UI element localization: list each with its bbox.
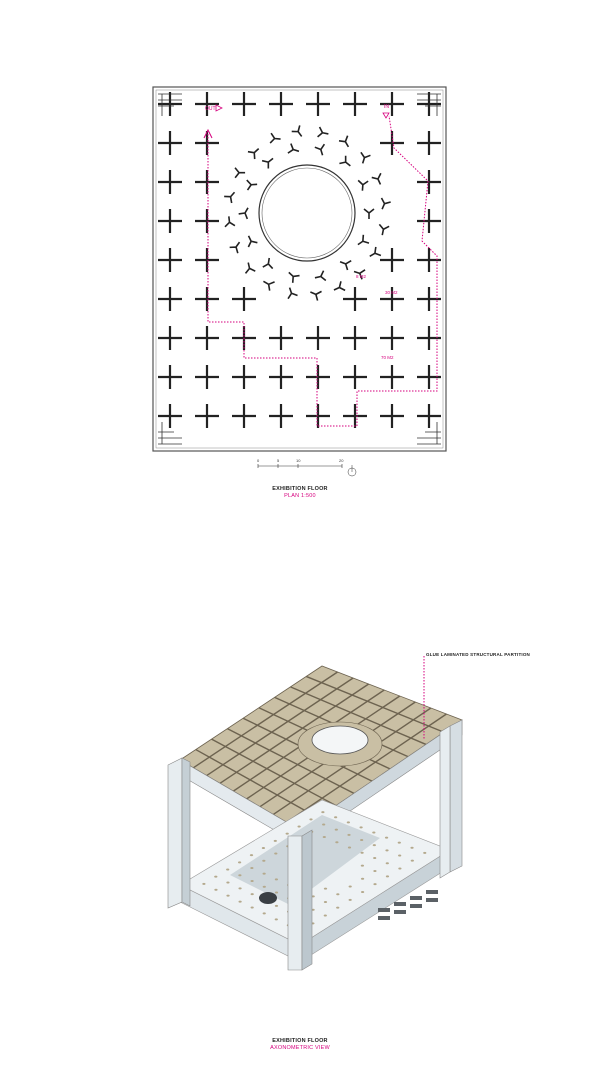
outer-wall (153, 87, 446, 451)
floor-light (275, 892, 278, 894)
axo-callout-label: GLUE LAMINATED STRUCTURAL PARTITION (426, 652, 530, 657)
floor-light (385, 849, 388, 851)
floor-light (275, 905, 278, 907)
plan-caption (0, 486, 600, 500)
floor-light (321, 811, 324, 813)
floor-light (349, 899, 352, 901)
floor-light (202, 883, 205, 885)
vent (394, 910, 406, 914)
floor-object (259, 892, 277, 904)
vent (378, 916, 390, 920)
scale-label-10: 10 (296, 458, 301, 463)
floor-light (324, 888, 327, 890)
floor-plan-drawing (152, 86, 447, 452)
floor-light (411, 860, 414, 862)
floor-light (361, 878, 364, 880)
floor-light (361, 865, 364, 867)
floor-light (238, 874, 241, 876)
floor-light (373, 857, 376, 859)
floor-light (398, 842, 401, 844)
floor-light (226, 895, 229, 897)
floor-plan (152, 86, 447, 452)
floor-light (214, 876, 217, 878)
floor-light (372, 832, 375, 834)
floor-light (226, 869, 229, 871)
out-label: OUT (205, 106, 216, 112)
plan-caption-subtitle: PLAN 1:500 (284, 493, 316, 499)
floor-light (335, 829, 338, 831)
floor-light (262, 860, 265, 862)
floor-light (239, 901, 242, 903)
column-front-side (302, 830, 312, 970)
floor-light (373, 844, 376, 846)
floor-light (324, 901, 327, 903)
floor-light (263, 873, 266, 875)
floor-light (251, 880, 254, 882)
area-label-inner: 8 M2 (356, 274, 367, 279)
floor-light (286, 833, 289, 835)
floor-light (250, 854, 253, 856)
floor-light (386, 862, 389, 864)
floor-light (385, 837, 388, 839)
floor-light (298, 826, 301, 828)
floor-light (263, 886, 266, 888)
column-right-front (440, 726, 450, 878)
floor-light (360, 839, 363, 841)
floor-light (347, 834, 350, 836)
floor-light (275, 878, 278, 880)
floor-light (360, 826, 363, 828)
floor-light (348, 847, 351, 849)
floor-light (349, 886, 352, 888)
vent (410, 904, 422, 908)
floor-light (336, 893, 339, 895)
scale-bar (250, 455, 360, 485)
axonometric-drawing (150, 640, 530, 990)
floor-light (238, 861, 241, 863)
scale-label-0: 0 (257, 458, 260, 463)
vent (426, 898, 438, 902)
vent (378, 908, 390, 912)
vent (410, 896, 422, 900)
vent (394, 902, 406, 906)
floor-light (214, 889, 217, 891)
floor-light (275, 918, 278, 920)
floor-light (361, 852, 364, 854)
area-label-ring: 30 M2 (385, 290, 398, 295)
scale-label-20: 20 (339, 458, 344, 463)
floor-light (386, 875, 389, 877)
axonometric-view (150, 640, 530, 990)
in-label: IN (384, 104, 389, 110)
floor-light (373, 870, 376, 872)
floor-light (324, 915, 327, 917)
floor-light (250, 867, 253, 869)
floor-light (334, 816, 337, 818)
floor-light (251, 907, 254, 909)
column-right (450, 720, 462, 872)
column-front-left-side (182, 758, 190, 906)
floor-light (323, 836, 326, 838)
floor-light (398, 868, 401, 870)
vent (426, 890, 438, 894)
floor-light (322, 824, 325, 826)
axo-caption (0, 1038, 600, 1052)
floor-light (398, 855, 401, 857)
floor-light (251, 893, 254, 895)
floor-light (262, 847, 265, 849)
floor-light (361, 891, 364, 893)
column-front-left (168, 758, 182, 908)
floor-light (423, 852, 426, 854)
axo-caption-title: EXHIBITION FLOOR (272, 1038, 328, 1044)
axo-caption-subtitle: AXONOMETRIC VIEW (270, 1045, 330, 1051)
plan-caption-title: EXHIBITION FLOOR (272, 486, 328, 492)
central-void (259, 165, 355, 261)
floor-light (238, 887, 241, 889)
roof-opening (312, 726, 368, 754)
area-label-route: 70 M2 (381, 355, 394, 360)
floor-light (274, 840, 277, 842)
floor-light (274, 853, 277, 855)
floor-light (335, 841, 338, 843)
column-front (288, 836, 302, 970)
floor-light (336, 907, 339, 909)
floor-light (309, 818, 312, 820)
floor-light (263, 912, 266, 914)
floor-light (410, 847, 413, 849)
floor-light (226, 882, 229, 884)
scale-label-5: 5 (277, 458, 280, 463)
floor-light (373, 883, 376, 885)
floor-light (347, 821, 350, 823)
